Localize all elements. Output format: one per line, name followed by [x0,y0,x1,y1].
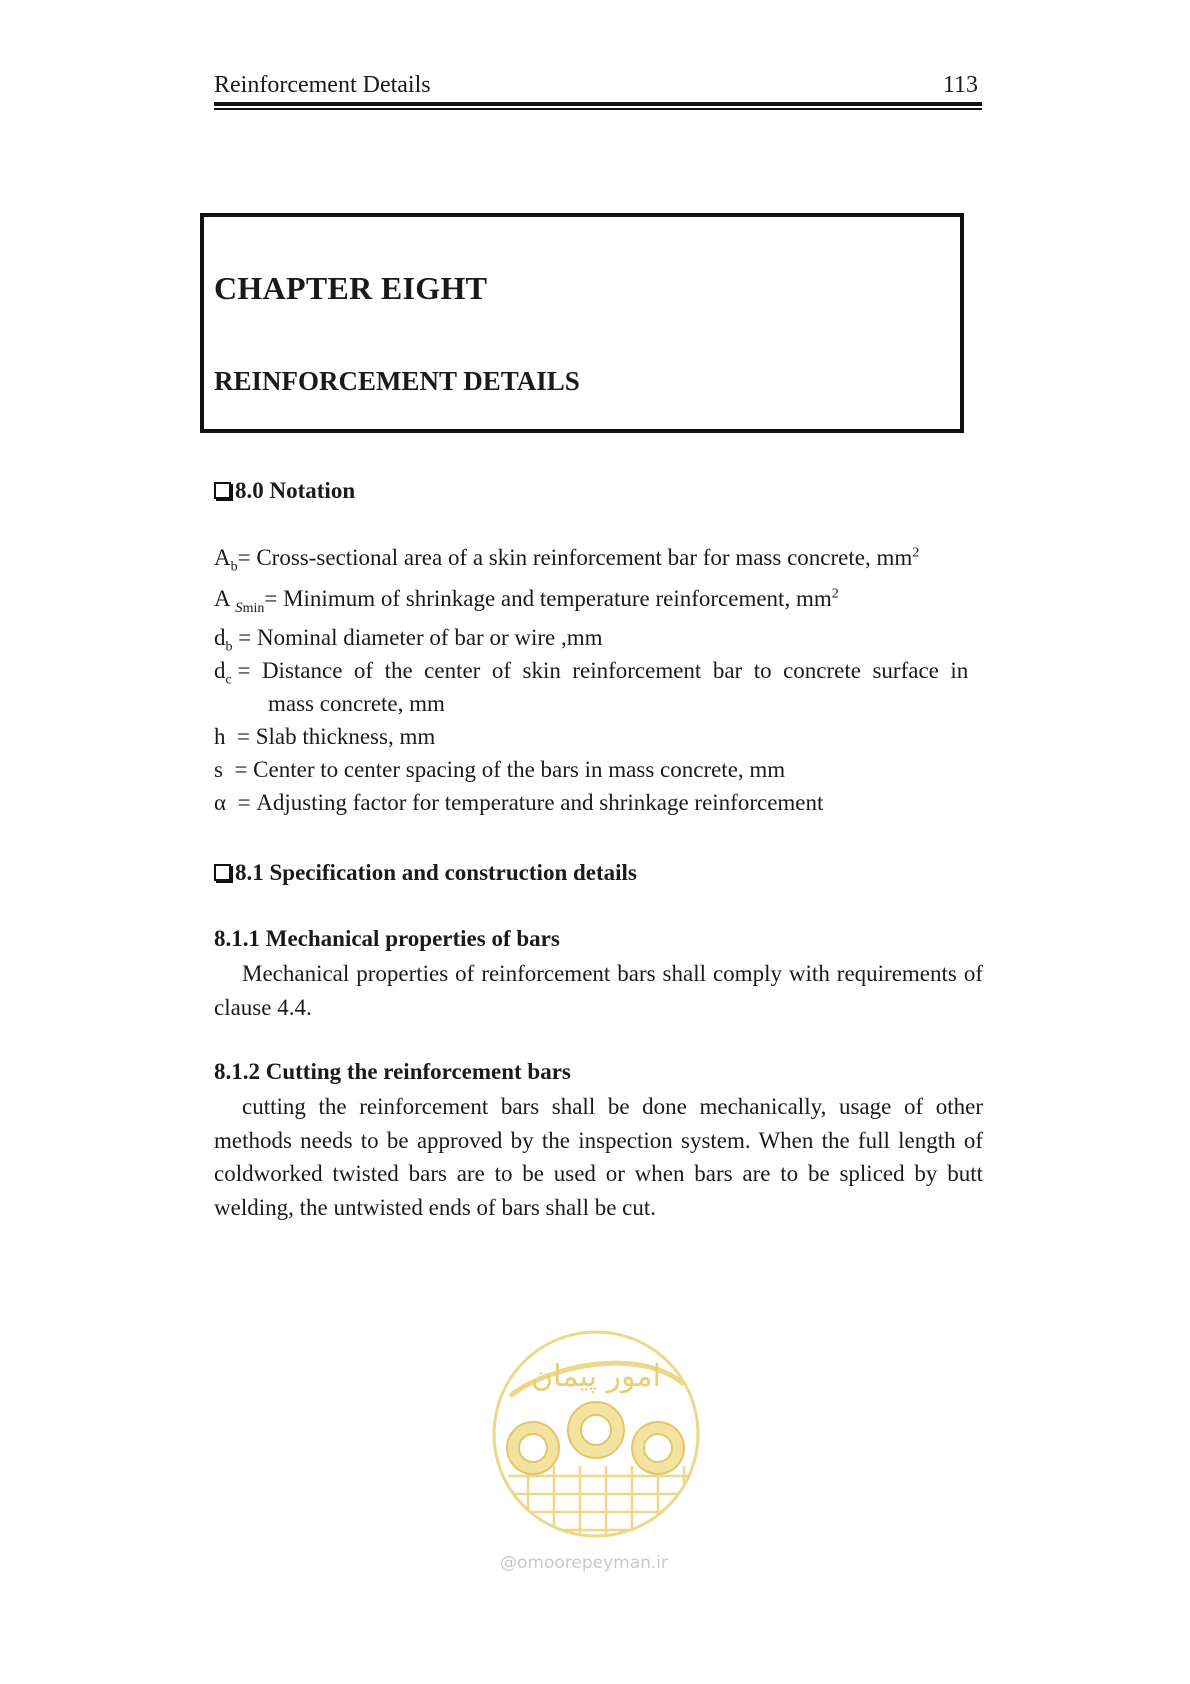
paragraph-cutting: cutting the reinforcement bars shall be done mechanically, usage of other methods needs to be approved by the inspection system. When the full length of coldworked twisted bars are to be used or when bars are to be spliced by butt welding, the untwisted ends of bars shall be cut. [214,1094,983,1220]
subsection-heading-mechanical: 8.1.1 Mechanical properties of bars [214,926,560,951]
notation-item: α = Adjusting factor for temperature and shrinkage reinforcement [214,790,824,815]
notation-item-continuation: mass concrete, mm [268,691,445,716]
page-number: 113 [942,72,978,98]
header-rule-thin [214,108,982,110]
notation-item: $A_b=$ Cross-sectional area of a skin reinforcement bar for mass concrete, $mm^2$ [214,545,920,575]
watermark-logo [488,1326,704,1542]
notation-item: $d_b$ = Nominal diameter of bar or wire ,mm [214,625,603,655]
subsection-heading-cutting: 8.1.2 Cutting the reinforcement bars [214,1059,571,1084]
notation-item: h = Slab thickness, mm [214,724,436,749]
watermark-logo-text: امور پیمان [531,1359,661,1394]
chapter-subtitle: REINFORCEMENT DETAILS [214,366,580,396]
chapter-title-box [200,213,964,433]
checkbox-bullet-icon [214,864,231,881]
header-rule-thick [214,102,982,106]
watermark-url: @omoorepeyman.ir [500,1553,669,1573]
section-heading-specification: 8.1 Specification and construction details [214,860,637,886]
chapter-number-title: CHAPTER EIGHT [214,270,488,306]
notation-item: $d_c$ = Distance of the center of skin reinforcement bar to concrete surface in [214,658,969,684]
checkbox-bullet-icon [214,482,231,499]
section-heading-notation: 8.0 Notation [214,478,355,504]
notation-item: s = Center to center spacing of the bars in mass concrete, mm [214,757,786,782]
running-header-title: Reinforcement Details [214,72,431,98]
notation-item: A $_{Smin}$= Minimum of shrinkage and temperature reinforcement, $mm^2$ [214,586,839,616]
paragraph-mechanical: Mechanical properties of reinforcement bars shall comply with requirements of clause 4.4. [214,961,983,1020]
